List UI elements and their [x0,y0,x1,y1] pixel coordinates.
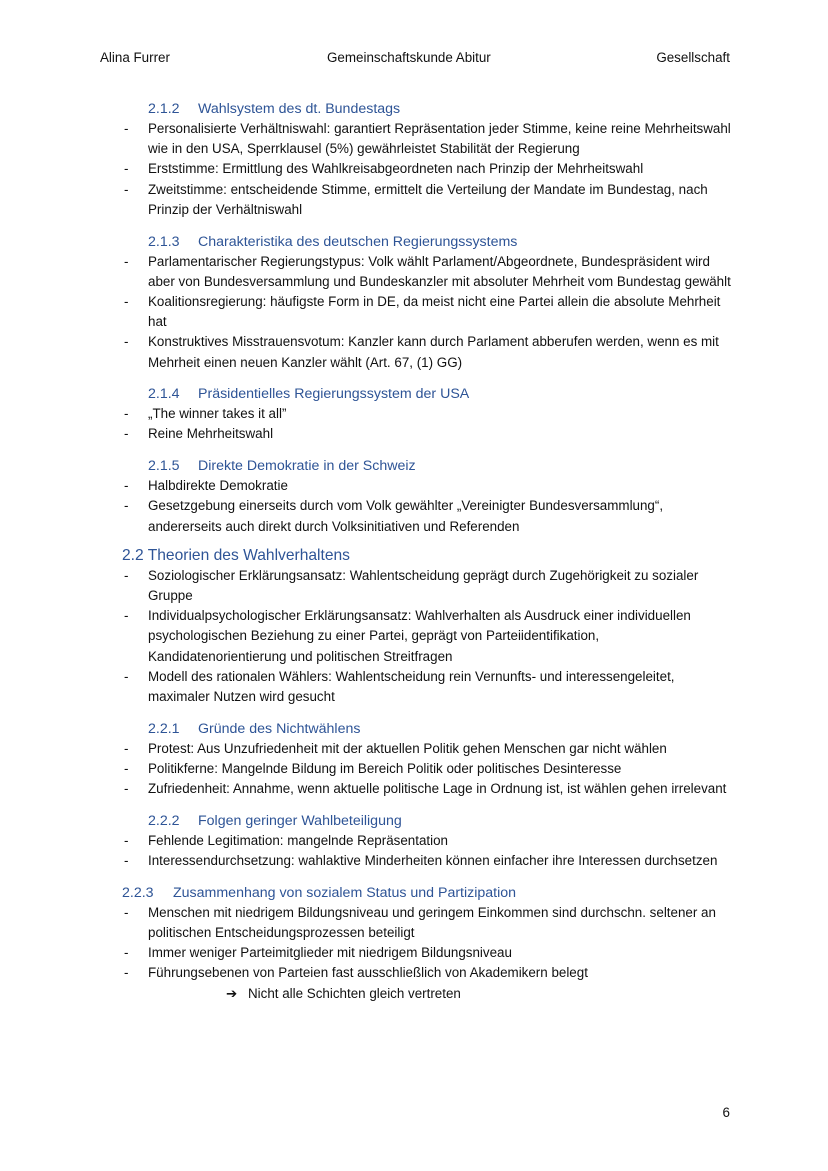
heading-2-1-3: 2.1.3 Charakteristika des deutschen Regierungssystems [148,233,518,250]
heading-2-2: 2.2 Theorien des Wahlverhaltens [122,546,350,564]
heading-2-2-2: 2.2.2 Folgen geringer Wahlbeteiligung [148,812,402,829]
list-item: - Immer weniger Parteimitglieder mit niedrigem Bildungsniveau [122,943,732,963]
list-item: - Protest: Aus Unzufriedenheit mit der aktuellen Politik gehen Menschen gar nicht wählen [122,739,732,759]
list-item: - Koalitionsregierung: häufigste Form in DE, da meist nicht eine Partei allein die absolute Mehrheit hat [122,292,732,332]
list-item: - Politikferne: Mangelnde Bildung im Bereich Politik oder politisches Desinteresse [122,759,732,779]
list-item: - Menschen mit niedrigem Bildungsniveau und geringem Einkommen sind durchschn. seltener an politischen Entscheidungsprozessen beteiligt [122,903,732,943]
list-2-2-2 [122,831,732,871]
list-item: - Führungsebenen von Parteien fast ausschließlich von Akademikern belegt [122,963,732,983]
list-2-2-3 [122,903,732,984]
heading-2-2-3: 2.2.3 Zusammenhang von sozialem Status und Partizipation [122,884,517,901]
list-2-1-3 [122,252,732,373]
heading-2-2-1: 2.2.1 Gründe des Nichtwählens [148,720,361,737]
list-item: - Soziologischer Erklärungsansatz: Wahlentscheidung geprägt durch Zugehörigkeit zu sozialer Gruppe [122,566,732,606]
conclusion-text: Nicht alle Schichten gleich vertreten [248,985,461,1001]
list-item: - Interessendurchsetzung: wahlaktive Minderheiten können einfacher ihre Interessen durchsetzen [122,851,732,871]
document-body [122,99,732,1004]
heading-2-1-5: 2.1.5 Direkte Demokratie in der Schweiz [148,458,416,475]
list-item: - „The winner takes it all” [122,404,732,424]
list-2-2-1 [122,739,732,800]
header-author: Alina Furrer [100,50,170,65]
heading-2-1-4: 2.1.4 Präsidentielles Regierungssystem der USA [148,386,470,403]
list-item: - Zufriedenheit: Annahme, wenn aktuelle politische Lage in Ordnung ist, ist wählen gehen irrelevant [122,779,732,799]
list-2-1-5 [122,476,732,537]
list-item: - Halbdirekte Demokratie [122,476,732,496]
list-item: - Parlamentarischer Regierungstypus: Volk wählt Parlament/Abgeordnete, Bundespräsident wird aber von Bundesversammlung und Bundeskanzler mit absoluter Mehrheit vom Bundestag gewählt [122,252,732,292]
list-2-1-2 [122,119,732,220]
list-item: - Personalisierte Verhältniswahl: garantiert Repräsentation jeder Stimme, keine reine Mehrheitswahl wie in den USA, Sperrklausel (5%) gewährleistet Stabilität der Regierung [122,119,732,159]
list-item: - Gesetzgebung einerseits durch vom Volk gewählter „Vereinigter Bundesversammlung“, andererseits auch direkt durch Volksinitiativen und Referenden [122,496,732,536]
arrow-right-icon: ➔ [226,985,238,1001]
list-item: - Modell des rationalen Wählers: Wahlentscheidung rein Vernunfts- und interessengeleitet, maximaler Nutzen wird gesucht [122,667,732,707]
header-topic: Gesellschaft [656,50,730,65]
list-2-2 [122,566,732,707]
list-item: - Zweitstimme: entscheidende Stimme, ermittelt die Verteilung der Mandate im Bundestag, nach Prinzip der Verhältniswahl [122,180,732,220]
list-item: - Konstruktives Misstrauensvotum: Kanzler kann durch Parlament abberufen werden, wenn es mit Mehrheit einen neuen Kanzler wählt (Art. 67, (1) GG) [122,332,732,372]
header-course: Gemeinschaftskunde Abitur [327,50,491,65]
page-number: 6 [722,1105,730,1120]
heading-2-1-2: 2.1.2 Wahlsystem des dt. Bundestags [148,101,401,117]
list-item: - Individualpsychologischer Erklärungsansatz: Wahlverhalten als Ausdruck einer individuellen psychologischen Beziehung zu einer Partei, geprägt von Parteiidentifikation, Kandidatenorientierung und politischen Streitfragen [122,606,732,667]
list-2-1-4 [122,404,732,444]
list-item: - Erststimme: Ermittlung des Wahlkreisabgeordneten nach Prinzip der Mehrheitswahl [122,159,732,179]
list-item: - Fehlende Legitimation: mangelnde Repräsentation [122,831,732,851]
list-item: - Reine Mehrheitswahl [122,424,732,444]
conclusion-line [122,984,732,1004]
page-header [100,50,730,68]
